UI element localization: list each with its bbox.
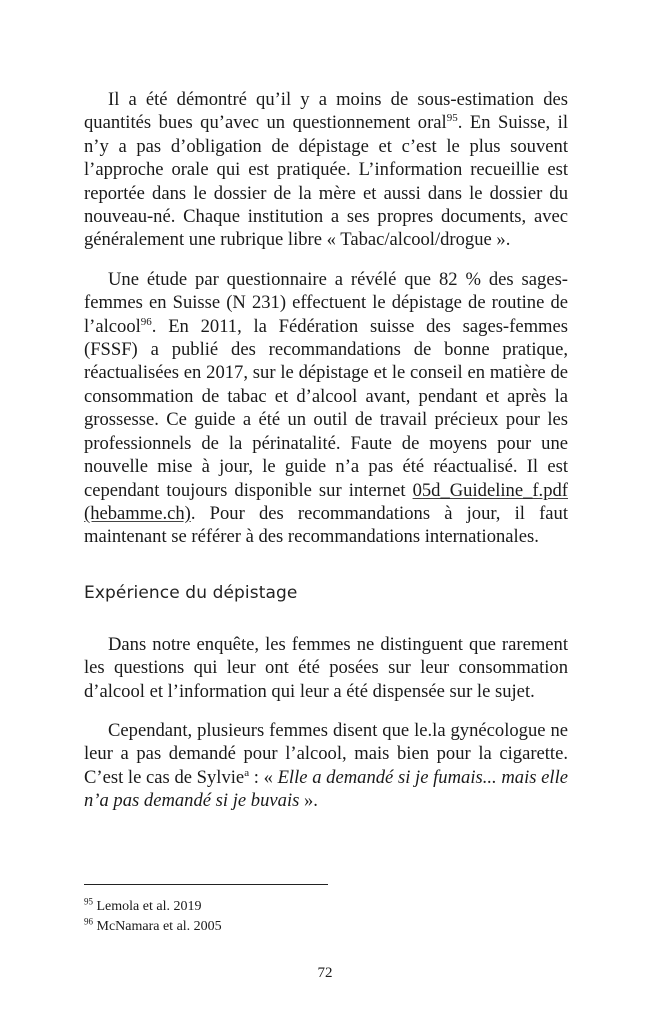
body-text (84, 88, 568, 829)
section-heading: Expérience du dépistage (84, 582, 298, 603)
footnote-number: 95 (84, 896, 93, 907)
paragraph-1-text-a: Il a été démontré qu’il y a moins de sous-estimation des quantités bues qu’avec un questionnement oral (84, 89, 568, 134)
paragraph-4-text-a: Cependant, plusieurs femmes disent que le.la gynécologue ne leur a pas demandé pour l’alcool, mais bien pour la cigarette. C’est le cas de Sylvie (84, 719, 568, 788)
page-number: 72 (317, 965, 333, 981)
guideline-pdf-link[interactable]: 05d_Guideline_f.pdf (hebamme.ch) (84, 479, 568, 524)
footnote-item (84, 917, 484, 937)
paragraph-3-text: Dans notre enquête, les femmes ne distinguent que rarement les questions qui leur ont été posées sur leur consommation d’alcool et l’information qui leur a été dispensée sur le sujet. (84, 633, 568, 702)
paragraph-4-text-b: : « (249, 766, 278, 788)
paragraph-1-text-b: . En Suisse, il n’y a pas d’obligation de dépistage et c’est le plus souvent l’approche orale qui est pratiquée. L’information recueillie est reportée dans le dossier de la mère et aussi dans le dossier du nouveau-né. Chaque institution a ses propres documents, avec généralement une rubrique libre « Tabac/alcool/drogue ». (84, 112, 568, 251)
footnote-ref-96[interactable]: 96 (140, 315, 152, 328)
paragraph-4 (84, 719, 568, 813)
footnotes (84, 897, 484, 937)
paragraph-2-text-a: Une étude par questionnaire a révélé que 82 % des sages-femmes en Suisse (N 231) effectuent le dépistage de routine de l’alcool (84, 268, 568, 337)
paragraph-2 (84, 268, 568, 549)
paragraph-1 (84, 88, 568, 252)
footnote-text: Lemola et al. 2019 (96, 899, 202, 914)
footnote-text: McNamara et al. 2005 (96, 919, 222, 934)
paragraph-2-text-c: . Pour des recommandations à jour, il faut maintenant se référer à des recommandations internationales. (84, 502, 568, 548)
footnote-ref-95[interactable]: 95 (446, 112, 458, 125)
paragraph-4-text-c: ». (299, 790, 318, 812)
footnote-divider (84, 884, 328, 885)
footnote-item (84, 897, 484, 917)
footnote-number: 96 (84, 916, 93, 927)
paragraph-2-text-b: . En 2011, la Fédération suisse des sages-femmes (FSSF) a publié des recommandations de bonne pratique, réactualisées en 2017, sur le dépistage et le conseil en matière de consommation de tabac et d’alcool avant, pendant et après la grossesse. Ce guide a été un outil de travail précieux pour les professionnels de la périnatalité. Faute de moyens pour une nouvelle mise à jour, le guide n’a pas été réactualisé. Il est cependant toujours disponible sur internet (84, 315, 568, 501)
quote-text: Elle a demandé si je fumais... mais elle n’a pas demandé si je buvais (84, 766, 568, 812)
paragraph-3 (84, 633, 568, 703)
footnote-ref-a[interactable]: a (244, 766, 250, 779)
